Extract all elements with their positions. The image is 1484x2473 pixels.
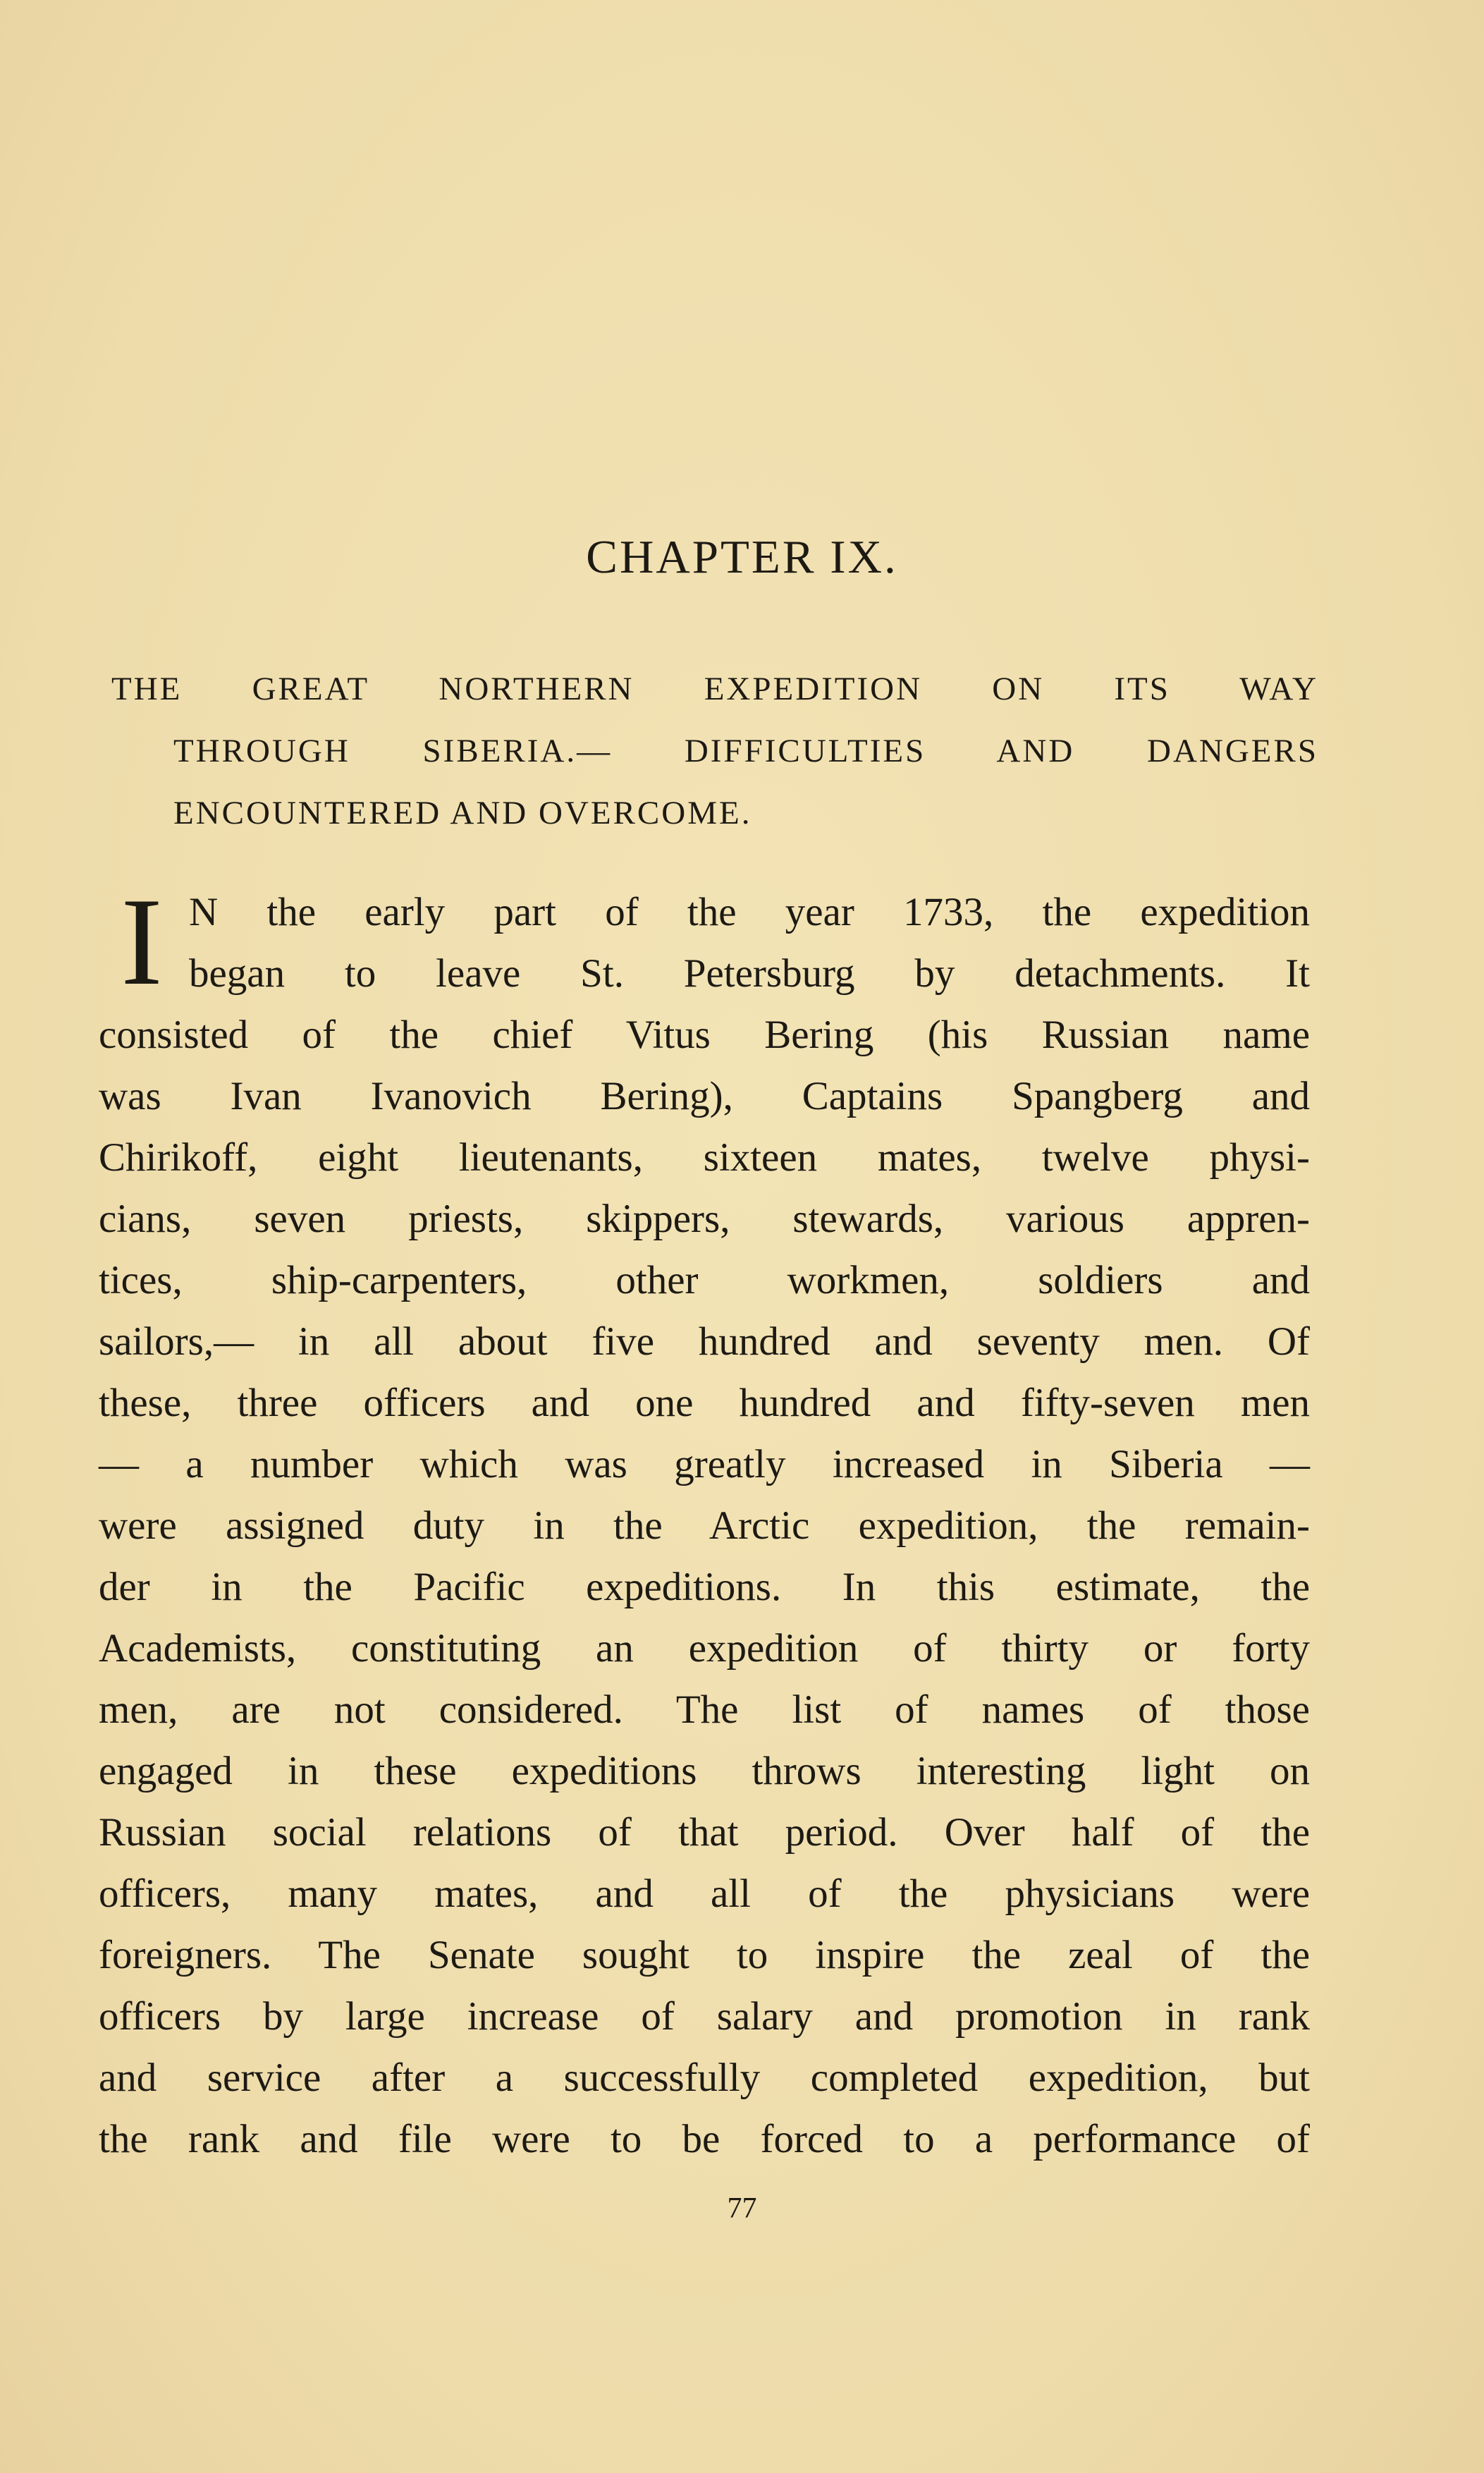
text-line: sailors,— in all about five hundred and seventy men. Of bbox=[99, 1319, 1310, 1364]
text-line: der in the Pacific expeditions. In this estimate, the bbox=[99, 1565, 1310, 1609]
summary-line: THE GREAT NORTHERN EXPEDITION ON ITS WAY bbox=[111, 671, 1318, 707]
text-line: cians, seven priests, skippers, stewards, various appren- bbox=[99, 1197, 1310, 1241]
text-line: engaged in these expeditions throws interesting light on bbox=[99, 1749, 1310, 1793]
text-line: was Ivan Ivanovich Bering), Captains Spangberg and bbox=[99, 1074, 1310, 1118]
text-line: began to leave St. Petersburg by detachments. It bbox=[189, 951, 1310, 996]
chapter-summary bbox=[111, 658, 1318, 844]
chapter-title: CHAPTER IX. bbox=[586, 531, 898, 583]
body-paragraph bbox=[99, 872, 1310, 2170]
text-line: these, three officers and one hundred and fifty-seven men bbox=[99, 1381, 1310, 1425]
text-line: — a number which was greatly increased in Siberia — bbox=[99, 1442, 1310, 1486]
drop-cap-initial: I bbox=[121, 872, 163, 1011]
text-line: were assigned duty in the Arctic expedition, the remain- bbox=[99, 1503, 1310, 1548]
text-line: consisted of the chief Vitus Bering (his Russian name bbox=[99, 1013, 1310, 1057]
text-line: men, are not considered. The list of names of those bbox=[99, 1687, 1310, 1732]
text-line: tices, ship-carpenters, other workmen, soldiers and bbox=[99, 1258, 1310, 1302]
text-line: and service after a successfully completed expedition, but bbox=[99, 2056, 1310, 2100]
text-line: Chirikoff, eight lieutenants, sixteen mates, twelve physi- bbox=[99, 1135, 1310, 1180]
page-number: 77 bbox=[727, 2192, 757, 2225]
text-line: the rank and file were to be forced to a performance of bbox=[99, 2117, 1310, 2161]
text-line: Academists, constituting an expedition of thirty or forty bbox=[99, 1626, 1310, 1671]
text-line: N the early part of the year 1733, the expedition bbox=[189, 890, 1310, 934]
text-line: officers, many mates, and all of the physicians were bbox=[99, 1871, 1310, 1916]
text-line: officers by large increase of salary and promotion in rank bbox=[99, 1994, 1310, 2039]
text-line: Russian social relations of that period. Over half of the bbox=[99, 1810, 1310, 1855]
text-line: foreigners. The Senate sought to inspire the zeal of the bbox=[99, 1933, 1310, 1977]
summary-line: ENCOUNTERED AND OVERCOME. bbox=[173, 795, 752, 831]
summary-line: THROUGH SIBERIA.— DIFFICULTIES AND DANGERS bbox=[173, 733, 1318, 769]
